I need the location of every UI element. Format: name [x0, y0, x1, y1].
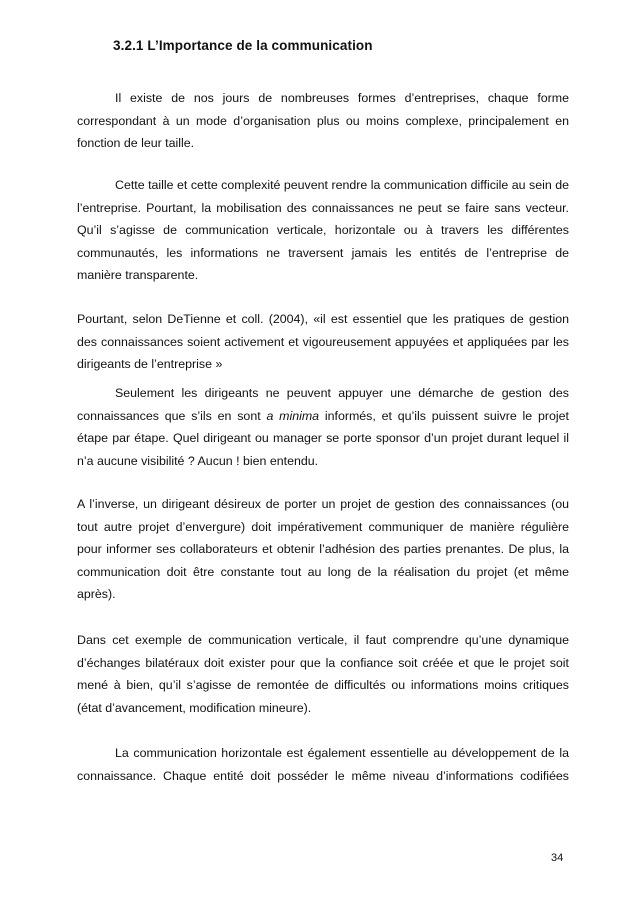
paragraph-5: A l’inverse, un dirigeant désireux de porter un projet de gestion des connaissances (ou tout autre projet d’envergure) doit impérativement communiquer de manière régulière pour informer ses collaborateurs et obtenir l’adhésion des parties prenantes. De plus, la communication doit être constante tout au long de la réalisation du projet (et même après). [77, 497, 569, 602]
paragraph-1: Il existe de nos jours de nombreuses formes d’entreprises, chaque forme correspondant à un mode d’organisation plus ou moins complexe, principalement en fonction de leur taille. [77, 91, 569, 151]
paragraph-2: Cette taille et cette complexité peuvent rendre la communication difficile au sein de l’entreprise. Pourtant, la mobilisation des connaissances ne peut se faire sans vecteur. Qu’il s’agisse de communication verticale, horizontale ou à travers les différentes communautés, les informations ne traversent jamais les entités de l’entreprise de manière transparente. [77, 178, 569, 283]
paragraph-7: La communication horizontale est également essentielle au développement de la connaissance. Chaque entité doit posséder le même niveau d’informations codifiées [77, 746, 569, 783]
paragraph-3-quote: Pourtant, selon DeTienne et coll. (2004), «il est essentiel que les pratiques de gestion des connaissances soient activement et vigoureusement appuyées et appliquées par les dirigeants de l’entreprise » [77, 312, 569, 372]
paragraph-6: Dans cet exemple de communication verticale, il faut comprendre qu’une dynamique d’échanges bilatéraux doit exister pour que la confiance soit créée et que le projet soit mené à bien, qu’il s’agisse de remontée de difficultés ou informations moins critiques (état d’avancement, modification mineure). [77, 633, 569, 715]
section-heading: 3.2.1 L’Importance de la communication [113, 38, 373, 53]
paragraph-4-part-1: Seulement les dirigeants ne peuvent appuyer une démarche de gestion des connaissances que s’ils en sont [77, 386, 569, 423]
paragraph-4-emphasis: a minima [266, 408, 320, 423]
page-number: 34 [551, 852, 564, 864]
paragraph-4-part-2: informés, et qu’ils puissent suivre le projet étape par étape. Quel dirigeant ou manager se porte sponsor d’un projet durant lequel il n’a aucune visibilité ? Aucun ! bien entendu. [77, 408, 569, 468]
paragraph-4 [77, 382, 569, 472]
